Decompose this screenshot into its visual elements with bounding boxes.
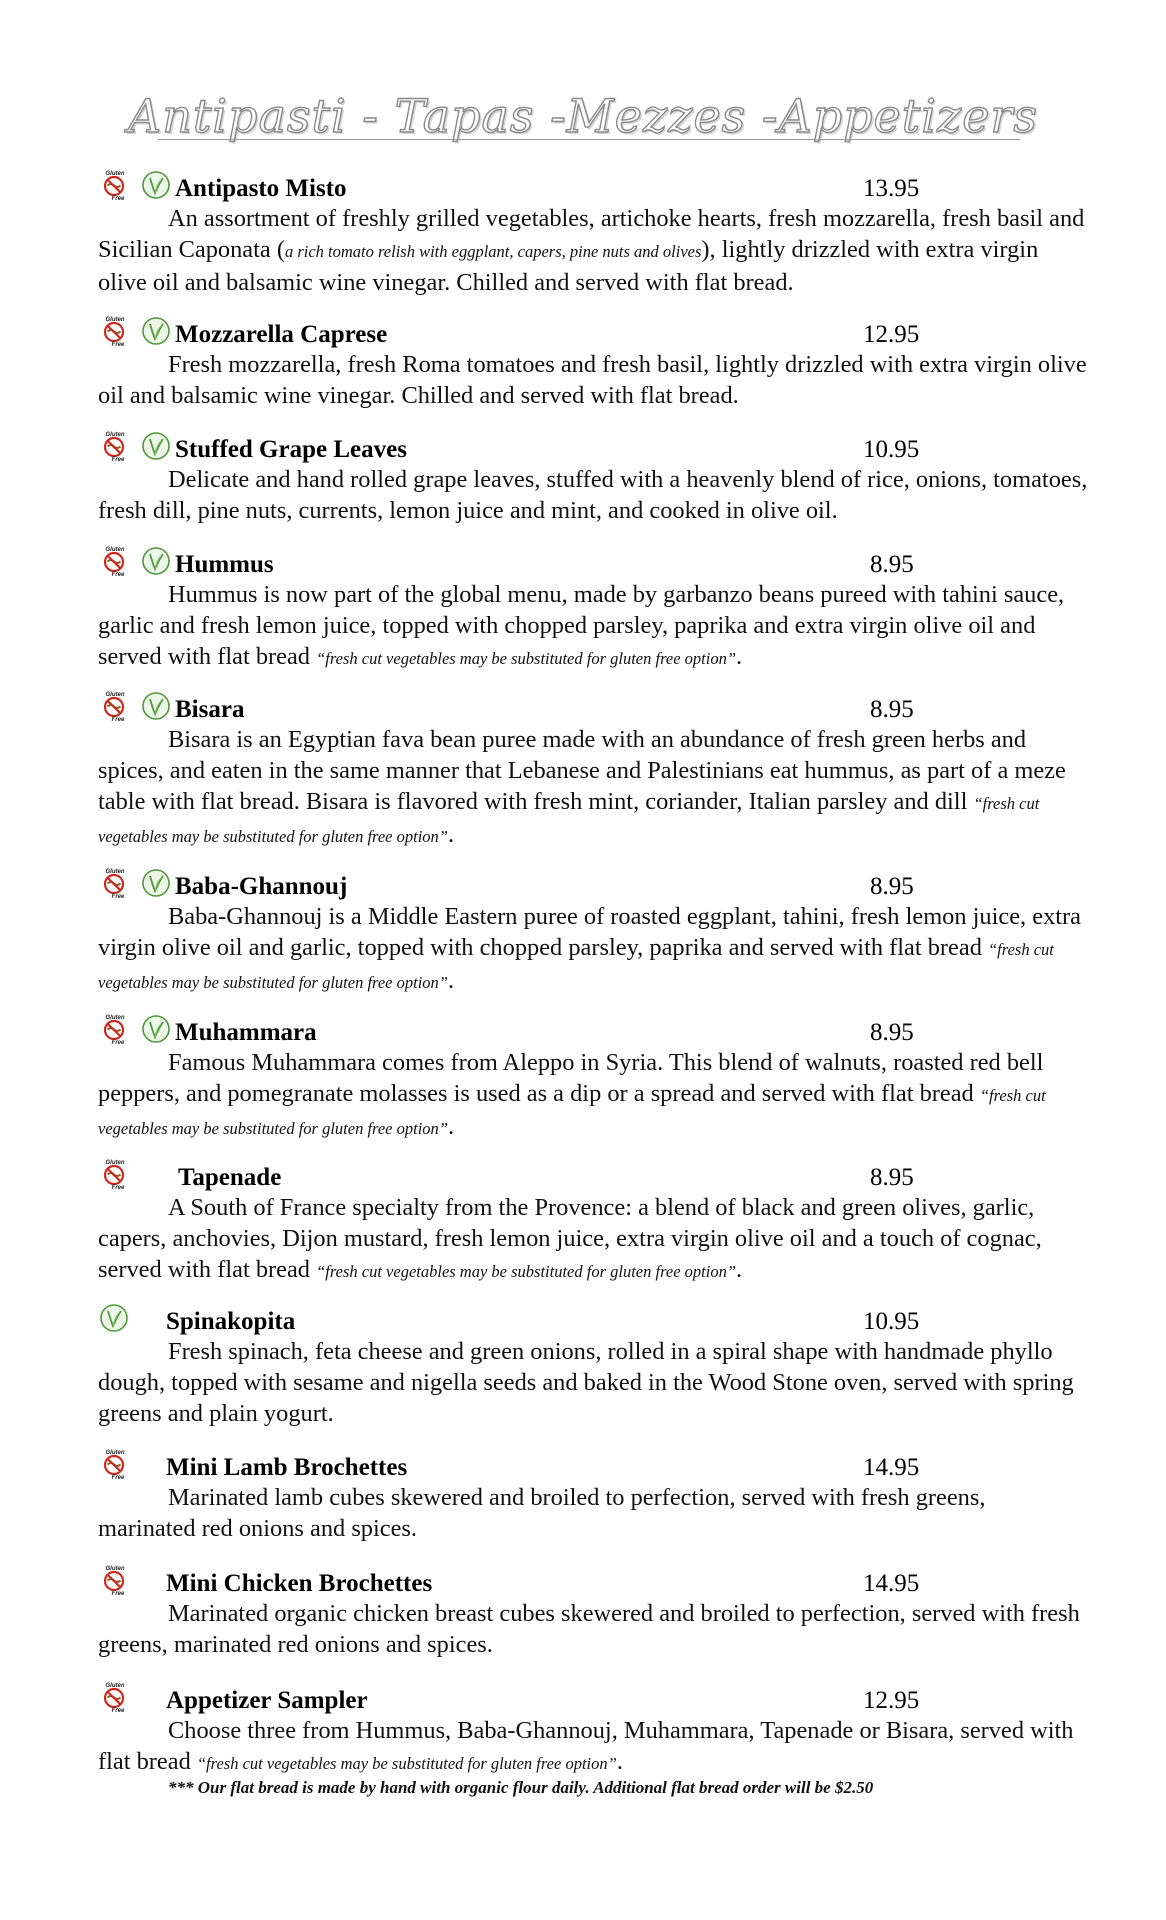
menu-item-name: Hummus xyxy=(175,551,274,578)
gluten-free-label: Gluten xyxy=(105,1015,125,1021)
menu-item-name: Baba-Ghannouj xyxy=(175,873,348,900)
gluten-free-icon xyxy=(98,315,132,347)
gluten-free-label: Gluten xyxy=(105,869,125,875)
gluten-free-label: Free xyxy=(111,457,125,462)
description-text-end: . xyxy=(447,1113,455,1140)
vegetarian-leaf-icon xyxy=(140,1013,172,1045)
menu-item-mini-chicken-brochettes xyxy=(98,1565,1088,1660)
menu-item-header xyxy=(98,431,1088,463)
vegetarian-leaf-icon xyxy=(140,430,172,462)
menu-item-description xyxy=(98,463,1088,526)
gluten-free-label: Gluten xyxy=(105,1566,125,1572)
menu-item-mini-lamb-brochettes xyxy=(98,1449,1088,1544)
menu-item-price: 8.95 xyxy=(870,696,914,723)
menu-item-name: Muhammara xyxy=(175,1019,317,1046)
gluten-free-label: Gluten xyxy=(105,1450,125,1456)
menu-item-description xyxy=(98,578,1088,674)
description-text-end: ), lightly drizzled with extra virgin olive oil and balsamic wine vinegar. Chilled and served with flat bread. xyxy=(98,236,1039,296)
description-text-end: . xyxy=(736,643,743,670)
description-text-end: . xyxy=(736,1256,743,1283)
menu-item-price: 8.95 xyxy=(870,873,914,900)
gluten-free-icon xyxy=(98,545,132,577)
description-text: Fresh mozzarella, fresh Roma tomatoes and fresh basil, lightly drizzled with extra virgin olive oil and balsamic wine vinegar. Chilled and served with flat bread. xyxy=(98,351,1087,409)
menu-item-price: 14.95 xyxy=(863,1454,920,1481)
menu-item-description xyxy=(98,900,1088,998)
menu-item-tapenade xyxy=(98,1159,1088,1287)
gluten-free-label: Free xyxy=(111,572,125,577)
description-note: “fresh cut vegetables may be substituted for gluten free option” xyxy=(98,794,1040,846)
gluten-free-label: Free xyxy=(111,1475,125,1480)
menu-item-name: Mini Lamb Brochettes xyxy=(166,1454,408,1481)
vegetarian-leaf-icon xyxy=(140,690,172,722)
menu-item-price: 13.95 xyxy=(863,175,920,202)
menu-item-header xyxy=(98,1449,1088,1481)
gluten-free-icon xyxy=(98,1013,132,1045)
menu-item-description xyxy=(98,348,1088,411)
menu-item-name: Appetizer Sampler xyxy=(166,1687,368,1714)
menu-item-hummus xyxy=(98,546,1088,674)
menu-item-name: Antipasto Misto xyxy=(175,175,347,202)
gluten-free-icon xyxy=(98,690,132,722)
menu-item-price: 8.95 xyxy=(870,1164,914,1191)
gluten-free-label: Free xyxy=(111,717,125,722)
description-text: Choose three from Hummus, Baba-Ghannouj, Muhammara, Tapenade or Bisara, served with flat bread xyxy=(98,1717,1074,1775)
menu-item-antipasto-misto xyxy=(98,170,1088,298)
menu-item-price: 14.95 xyxy=(863,1570,920,1597)
description-text: Bisara is an Egyptian fava bean puree made with an abundance of fresh green herbs and spices, and eaten in the same manner that Lebanese and Palestinians eat hummus, as part of a meze table with flat bread. Bisara is flavored with fresh mint, coriander, Italian parsley and dill xyxy=(98,726,1066,815)
description-text: Marinated organic chicken breast cubes skewered and broiled to perfection, served with fresh greens, marinated red onions and spices. xyxy=(98,1600,1080,1658)
description-text: Baba-Ghannouj is a Middle Eastern puree of roasted eggplant, tahini, fresh lemon juice, extra virgin olive oil and garlic, topped with chopped parsley, paprika and served with flat bread xyxy=(98,903,1081,961)
description-note: “fresh cut vegetables may be substituted for gluten free option” xyxy=(98,1086,1046,1138)
gluten-free-label: Gluten xyxy=(105,171,125,177)
menu-item-header xyxy=(98,868,1088,900)
gluten-free-icon xyxy=(98,867,132,899)
gluten-free-icon xyxy=(98,430,132,462)
menu-item-description xyxy=(98,1046,1088,1144)
menu-item-price: 8.95 xyxy=(870,551,914,578)
gluten-free-label: Gluten xyxy=(105,432,125,438)
description-text: Hummus is now part of the global menu, made by garbanzo beans pureed with tahini sauce, garlic and fresh lemon juice, topped with chopped parsley, paprika and extra virgin olive oil and served with flat bread xyxy=(98,581,1065,670)
menu-item-description xyxy=(98,1481,1088,1544)
gluten-free-label: Gluten xyxy=(105,317,125,323)
menu-item-name: Tapenade xyxy=(178,1164,282,1191)
description-note: a rich tomato relish with eggplant, capers, pine nuts and olives xyxy=(284,242,702,261)
description-text: Marinated lamb cubes skewered and broiled to perfection, served with fresh greens, marinated red onions and spices. xyxy=(98,1484,986,1542)
gluten-free-icon xyxy=(98,1448,132,1480)
menu-item-stuffed-grape-leaves xyxy=(98,431,1088,526)
menu-item-header xyxy=(98,691,1088,723)
menu-item-description xyxy=(98,723,1088,852)
menu-item-description xyxy=(98,1714,1088,1779)
menu-item-name: Spinakopita xyxy=(166,1308,296,1335)
description-text-end: . xyxy=(447,967,455,994)
menu-item-mozzarella-caprese xyxy=(98,316,1088,411)
description-note: “fresh cut vegetables may be substituted for gluten free option” xyxy=(196,1754,617,1773)
menu-item-description xyxy=(98,1335,1088,1429)
gluten-free-label: Free xyxy=(111,894,125,899)
gluten-free-label: Free xyxy=(111,1708,125,1713)
menu-item-price: 10.95 xyxy=(863,1308,920,1335)
menu-item-bisara xyxy=(98,691,1088,852)
menu-item-name: Bisara xyxy=(175,696,245,723)
vegetarian-leaf-icon xyxy=(140,867,172,899)
gluten-free-label: Gluten xyxy=(105,1683,125,1689)
gluten-free-label: Gluten xyxy=(105,692,125,698)
menu-item-header xyxy=(98,1159,1088,1191)
gluten-free-icon xyxy=(98,169,132,201)
description-note: “fresh cut vegetables may be substituted for gluten free option” xyxy=(316,649,737,668)
gluten-free-icon xyxy=(98,1681,132,1713)
menu-item-header xyxy=(98,546,1088,578)
menu-item-muhammara xyxy=(98,1014,1088,1144)
menu-item-header xyxy=(98,1014,1088,1046)
description-text-end: . xyxy=(447,821,455,848)
gluten-free-label: Gluten xyxy=(105,1160,125,1166)
menu-item-name: Stuffed Grape Leaves xyxy=(175,436,407,463)
menu-item-header xyxy=(98,1682,1088,1714)
menu-item-name: Mozzarella Caprese xyxy=(175,321,388,348)
menu-item-price: 12.95 xyxy=(863,1687,920,1714)
menu-item-name: Mini Chicken Brochettes xyxy=(166,1570,433,1597)
menu-item-header xyxy=(98,1303,1088,1335)
menu-item-description xyxy=(98,1597,1088,1660)
description-text: A South of France specialty from the Provence: a blend of black and green olives, garlic, capers, anchovies, Dijon mustard, fresh lemon juice, extra virgin olive oil and a touch of cognac, served with flat bread xyxy=(98,1194,1042,1283)
description-text: Delicate and hand rolled grape leaves, stuffed with a heavenly blend of rice, onions, tomatoes, fresh dill, pine nuts, currents, lemon juice and mint, and cooked in olive oil. xyxy=(98,466,1088,524)
page-title: Antipasti - Tapas -Mezzes -Appetizers xyxy=(127,89,1039,143)
description-text: Famous Muhammara comes from Aleppo in Syria. This blend of walnuts, roasted red bell peppers, and pomegranate molasses is used as a dip or a spread and served with flat bread xyxy=(98,1049,1044,1107)
flat-bread-footnote: *** Our flat bread is made by hand with organic flour daily. Additional flat bread order will be $2.50 xyxy=(168,1778,874,1797)
gluten-free-label: Free xyxy=(111,1040,125,1045)
gluten-free-label: Free xyxy=(111,1591,125,1596)
menu-item-spinakopita xyxy=(98,1303,1088,1429)
description-text-end: . xyxy=(616,1748,623,1775)
menu-item-header xyxy=(98,316,1088,348)
menu-item-description xyxy=(98,1191,1088,1287)
vegetarian-leaf-icon xyxy=(140,545,172,577)
gluten-free-label: Free xyxy=(111,1185,125,1190)
description-note: “fresh cut vegetables may be substituted for gluten free option” xyxy=(98,940,1054,992)
description-text: Fresh spinach, feta cheese and green onions, rolled in a spiral shape with handmade phyllo dough, topped with sesame and nigella seeds and baked in the Wood Stone oven, served with spring greens and plain yogurt. xyxy=(98,1338,1074,1427)
menu-item-appetizer-sampler xyxy=(98,1682,1088,1779)
menu-item-price: 10.95 xyxy=(863,436,920,463)
menu-item-price: 8.95 xyxy=(870,1019,914,1046)
gluten-free-label: Free xyxy=(111,342,125,347)
menu-item-baba-ghannouj xyxy=(98,868,1088,998)
menu-item-header xyxy=(98,170,1088,202)
gluten-free-icon xyxy=(98,1564,132,1596)
gluten-free-icon xyxy=(98,1158,132,1190)
gluten-free-label: Gluten xyxy=(105,547,125,553)
vegetarian-leaf-icon xyxy=(140,315,172,347)
description-note: “fresh cut vegetables may be substituted for gluten free option” xyxy=(316,1262,737,1281)
gluten-free-label: Free xyxy=(111,196,125,201)
vegetarian-leaf-icon xyxy=(98,1302,130,1334)
menu-item-price: 12.95 xyxy=(863,321,920,348)
vegetarian-leaf-icon xyxy=(140,169,172,201)
description-text: An assortment of freshly grilled vegetables, artichoke hearts, fresh mozzarella, fresh basil and Sicilian Caponata ( xyxy=(98,205,1085,263)
menu-item-header xyxy=(98,1565,1088,1597)
menu-item-description xyxy=(98,202,1088,298)
